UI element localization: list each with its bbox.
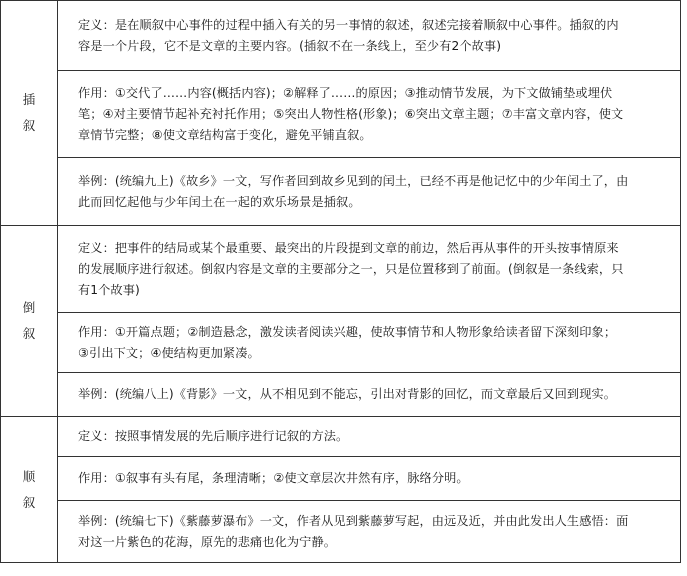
table-row bbox=[1, 501, 681, 563]
category-cell-flashback bbox=[1, 226, 58, 417]
table-row bbox=[1, 457, 681, 501]
text-line: 作用：①叙事有头有尾，条理清晰；②使文章层次井然有序，脉络分明。 bbox=[78, 471, 469, 485]
table-row bbox=[1, 158, 681, 226]
example-cell bbox=[58, 158, 681, 226]
function-cell bbox=[58, 457, 681, 501]
function-cell bbox=[58, 71, 681, 158]
text-line: 对这一片紫色的花海，原先的悲痛也化为宁静。 bbox=[78, 534, 337, 549]
text-line: 作用：①交代了……内容(概括内容)；②解释了……的原因；③推动情节发展，为下文做铺垫或埋伏 bbox=[78, 85, 613, 100]
table-row bbox=[1, 1, 681, 71]
text-line: ③引出下文；④使结构更加紧凑。 bbox=[78, 345, 260, 360]
text-line: 举例：(统编九上)《故乡》一文，写作者回到故乡见到的闰土，已经不再是他记忆中的少年闰土了，由 bbox=[78, 173, 629, 188]
text-line: 此而回忆起他与少年闰土在一起的欢乐场景是插叙。 bbox=[78, 194, 361, 209]
text-line: 有1个故事) bbox=[78, 282, 140, 297]
text-line: 定义：把事件的结局或某个最重要、最突出的片段提到文章的前边，然后再从事件的开头按事情原来 bbox=[78, 240, 619, 255]
text-line: 的发展顺序进行叙述。倒叙内容是文章的主要部分之一，只是位置移到了前面。(倒叙是一条线索，只 bbox=[78, 261, 624, 276]
text-line: 章情节完整；⑧使文章结构富于变化，避免平铺直叙。 bbox=[78, 127, 372, 142]
category-label: 插叙 bbox=[22, 92, 36, 133]
text-line: 笔；④对主要情节起补充衬托作用；⑤突出人物性格(形象)；⑥突出文章主题；⑦丰富文章内容，使文 bbox=[78, 106, 624, 121]
text-line: 举例：(统编七下)《紫藤萝瀑布》一文，作者从见到紫藤萝写起，由远及近，并由此发出人生感悟：面 bbox=[78, 513, 629, 528]
table-row bbox=[1, 226, 681, 313]
definition-cell bbox=[58, 1, 681, 71]
table-row bbox=[1, 417, 681, 457]
example-cell bbox=[58, 501, 681, 563]
definition-cell bbox=[58, 226, 681, 313]
text-line: 容是一个片段，它不是文章的主要内容。(插叙不在一条线上，至少有2个故事) bbox=[78, 38, 502, 53]
definition-cell bbox=[58, 417, 681, 457]
category-cell-chronological bbox=[1, 417, 58, 563]
example-cell bbox=[58, 373, 681, 417]
category-cell-insertion bbox=[1, 1, 58, 226]
table-row bbox=[1, 313, 681, 373]
category-label: 倒叙 bbox=[22, 300, 36, 341]
text-line: 作用：①开篇点题；②制造悬念，激发读者阅读兴趣，使故事情节和人物形象给读者留下深刻印象； bbox=[78, 324, 617, 339]
table-row bbox=[1, 71, 681, 158]
text-line: 定义：是在顺叙中心事件的过程中插入有关的另一事情的叙述，叙述完接着顺叙中心事件。插叙的内 bbox=[78, 17, 619, 32]
function-cell bbox=[58, 313, 681, 373]
text-line: 定义：按照事情发展的先后顺序进行记叙的方法。 bbox=[78, 429, 349, 443]
category-label: 顺叙 bbox=[22, 468, 36, 510]
table-row bbox=[1, 373, 681, 417]
text-line: 举例：(统编八上)《背影》一文，从不相见到不能忘，引出对背影的回忆，而文章最后又回到现实。 bbox=[78, 387, 617, 401]
